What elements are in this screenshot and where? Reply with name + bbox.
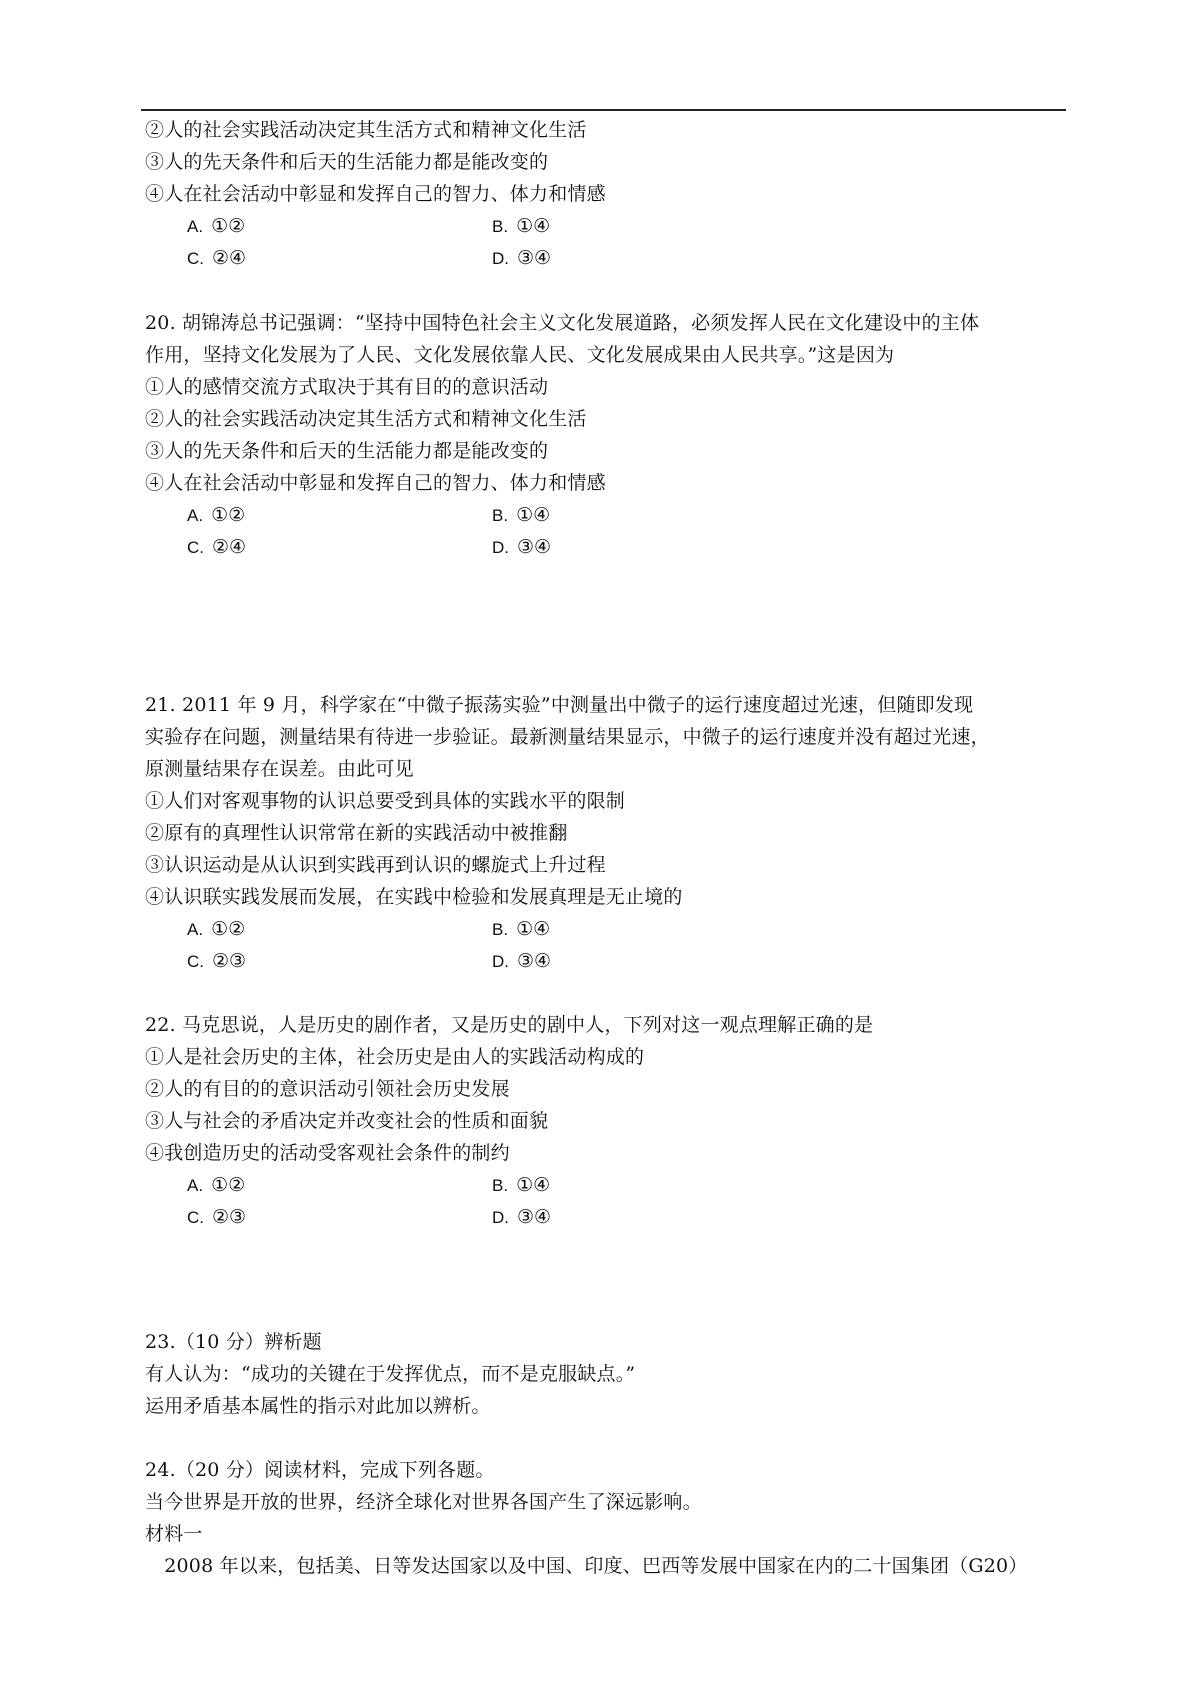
q21-statement-2: ②原有的真理性认识常常在新的实践活动中被推翻 — [145, 822, 568, 844]
q20-statement-4: ④人在社会活动中彰显和发挥自己的智力、体力和情感 — [145, 472, 606, 494]
q22-option-c: C. ②③ — [187, 1206, 247, 1228]
q20-option-b: B. ①④ — [492, 504, 551, 526]
q24-material-text: 2008 年以来，包括美、日等发达国家以及中国、印度、巴西等发展中国家在内的二十国集团（G20） — [145, 1555, 1028, 1577]
q22-option-d: D. ③④ — [492, 1206, 552, 1228]
q21-option-b: B. ①④ — [492, 918, 551, 940]
header-rule — [141, 109, 1066, 111]
q19-option-d: D. ③④ — [492, 247, 552, 269]
q20-option-a: A. ①② — [187, 504, 246, 526]
q19-option-a: A. ①② — [187, 215, 246, 237]
q20-statement-1: ①人的感情交流方式取决于其有目的的意识活动 — [145, 376, 549, 398]
q22-statement-2: ②人的有目的的意识活动引领社会历史发展 — [145, 1078, 510, 1100]
q23-title: 23.（10 分）辨析题 — [145, 1331, 322, 1353]
q24-intro: 当今世界是开放的世界，经济全球化对世界各国产生了深远影响。 — [145, 1491, 702, 1513]
q24-title: 24.（20 分）阅读材料，完成下列各题。 — [145, 1459, 495, 1481]
q22-statement-3: ③人与社会的矛盾决定并改变社会的性质和面貌 — [145, 1110, 549, 1132]
q19-option-c: C. ②④ — [187, 247, 247, 269]
q20-stem-line-1: 20. 胡锦涛总书记强调：“坚持中国特色社会主义文化发展道路，必须发挥人民在文化建设中的主体 — [145, 312, 980, 334]
q20-option-c: C. ②④ — [187, 536, 247, 558]
q20-statement-3: ③人的先天条件和后天的生活能力都是能改变的 — [145, 440, 549, 462]
q21-stem-line-1: 21. 2011 年 9 月，科学家在“中微子振荡实验”中测量出中微子的运行速度超过光速，但随即发现 — [145, 694, 974, 716]
q20-option-d: D. ③④ — [492, 536, 552, 558]
q21-stem-line-2: 实验存在问题，测量结果有待进一步验证。最新测量结果显示，中微子的运行速度并没有超过光速， — [145, 726, 990, 748]
q19-option-b: B. ①④ — [492, 215, 551, 237]
q21-option-a: A. ①② — [187, 918, 246, 940]
q20-statement-2: ②人的社会实践活动决定其生活方式和精神文化生活 — [145, 408, 587, 430]
q22-stem-line-1: 22. 马克思说，人是历史的剧作者，又是历史的剧中人，下列对这一观点理解正确的是 — [145, 1014, 874, 1036]
q19-statement-4: ④人在社会活动中彰显和发挥自己的智力、体力和情感 — [145, 183, 606, 205]
q21-stem-line-3: 原测量结果存在误差。由此可见 — [145, 758, 414, 780]
q22-option-b: B. ①④ — [492, 1174, 551, 1196]
q20-stem-line-2: 作用，坚持文化发展为了人民、文化发展依靠人民、文化发展成果由人民共享。”这是因为 — [145, 344, 895, 366]
q24-material-heading: 材料一 — [145, 1523, 203, 1545]
q21-option-d: D. ③④ — [492, 950, 552, 972]
q21-statement-3: ③认识运动是从认识到实践再到认识的螺旋式上升过程 — [145, 854, 606, 876]
q21-option-c: C. ②③ — [187, 950, 247, 972]
q19-statement-2: ②人的社会实践活动决定其生活方式和精神文化生活 — [145, 119, 587, 141]
q22-statement-1: ①人是社会历史的主体，社会历史是由人的实践活动构成的 — [145, 1046, 645, 1068]
q21-statement-4: ④认识联实践发展而发展，在实践中检验和发展真理是无止境的 — [145, 886, 683, 908]
q22-option-a: A. ①② — [187, 1174, 246, 1196]
q21-statement-1: ①人们对客观事物的认识总要受到具体的实践水平的限制 — [145, 790, 626, 812]
q23-instruction: 运用矛盾基本属性的指示对此加以辨析。 — [145, 1395, 491, 1417]
q23-prompt: 有人认为：“成功的关键在于发挥优点，而不是克服缺点。” — [145, 1363, 636, 1385]
q19-statement-3: ③人的先天条件和后天的生活能力都是能改变的 — [145, 151, 549, 173]
q22-statement-4: ④我创造历史的活动受客观社会条件的制约 — [145, 1142, 510, 1164]
